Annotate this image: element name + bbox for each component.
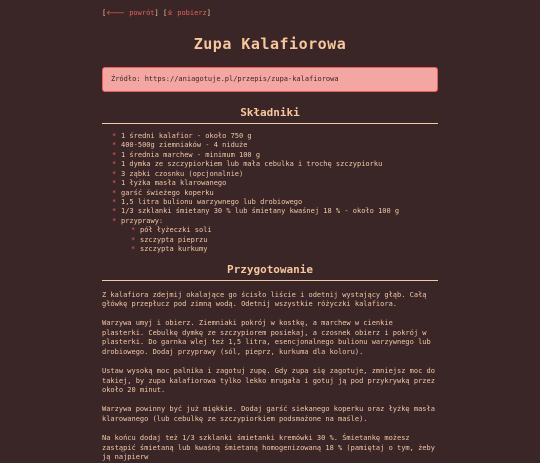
source-banner: Źródło: https://aniagotuje.pl/przepis/zupa-kalafiorowa xyxy=(102,67,438,92)
ingredient-item: * 1,5 litra bulionu warzywnego lub drobiowego xyxy=(112,198,438,207)
step-paragraph: Warzywa umyj i obierz. Ziemniaki pokrój w kostkę, a marchew w cienkie plasterki. Cebulkę dymkę ze szczypiorem posiekaj, a czosnek obierz i pokrój w plasterki. Do garnka wlej też 1,5 litra, esencjonalnego bulionu warzywnego lub drobiowego. Dodaj przyprawy (sól, pieprz, kurkuma dla koloru). xyxy=(102,319,431,356)
ingredient-item: * 1 średni kalafior - około 750 g xyxy=(112,132,438,141)
ingredient-item-spices xyxy=(112,217,438,255)
ingredient-item: * 400-500g ziemniaków - 4 niduże xyxy=(112,141,438,150)
top-navigation: [🡐 powrót] [⤓ pobierz] xyxy=(102,9,211,17)
preparation-steps xyxy=(102,291,438,463)
ingredient-item: * 1 łyżka masła klarowanego xyxy=(112,179,438,188)
ingredients-list xyxy=(102,132,438,255)
arrow-left-icon[interactable]: 🡐 xyxy=(106,9,125,17)
spice-item: * szczypta pieprzu xyxy=(131,236,438,245)
spice-item: * szczypta kurkumy xyxy=(131,245,438,254)
ingredient-item: * 1 dymka ze szczypiorkiem lub mała cebulka i trochę szczypiorku xyxy=(112,160,438,169)
recipe-page xyxy=(102,0,438,463)
back-link[interactable]: powrót xyxy=(129,9,155,17)
spice-item: * pół łyżeczki soli xyxy=(131,226,438,235)
ingredient-item: * garść świeżego koperku xyxy=(112,189,438,198)
step-paragraph: Z kalafiora zdejmij okalające go ścisło liście i odetnij wystający głąb. Całą główkę przepłucz pod zimną wodą. Odetnij wszystkie różyczki kalafiora. xyxy=(102,290,427,308)
spices-label: przyprawy: xyxy=(121,216,164,225)
ingredient-item: * 3 ząbki czosnku (opcjonalnie) xyxy=(112,170,438,179)
download-link[interactable]: pobierz xyxy=(177,9,207,17)
step-paragraph: Ustaw wysoką moc palnika i zagotuj zupę. Gdy zupa się zagotuje, zmniejsz moc do takiej, by zupa kalafiorowa tylko lekko mrugała i gotuj ją pod przykrywką przez około 20 minut. xyxy=(102,367,435,394)
ingredients-heading: Składniki xyxy=(102,106,438,124)
ingredient-item: * 1/3 szklanki śmietany 30 % lub śmietany kwaśnej 18 % - około 100 g xyxy=(112,207,438,216)
spices-list xyxy=(121,226,438,254)
step-paragraph: Warzywa powinny być już miękkie. Dodaj garść siekanego koperku oraz łyżkę masła klarowanego (lub cebulkę ze szczypiorkiem podsmażone na maśle). xyxy=(102,405,435,423)
ingredient-item: * 1 średnia marchew - minimum 100 g xyxy=(112,151,438,160)
preparation-heading: Przygotowanie xyxy=(102,263,438,281)
step-paragraph: Na końcu dodaj też 1/3 szklanki śmietanki kremówki 30 %. Śmietankę możesz zastąpić śmietaną lub kwaśną śmietaną homogenizowaną 18 % (pamiętaj o tym, żeby ją najpierw xyxy=(102,434,435,462)
page-title: Zupa Kalafiorowa xyxy=(193,35,347,54)
download-icon[interactable]: ⤓ xyxy=(167,9,174,17)
